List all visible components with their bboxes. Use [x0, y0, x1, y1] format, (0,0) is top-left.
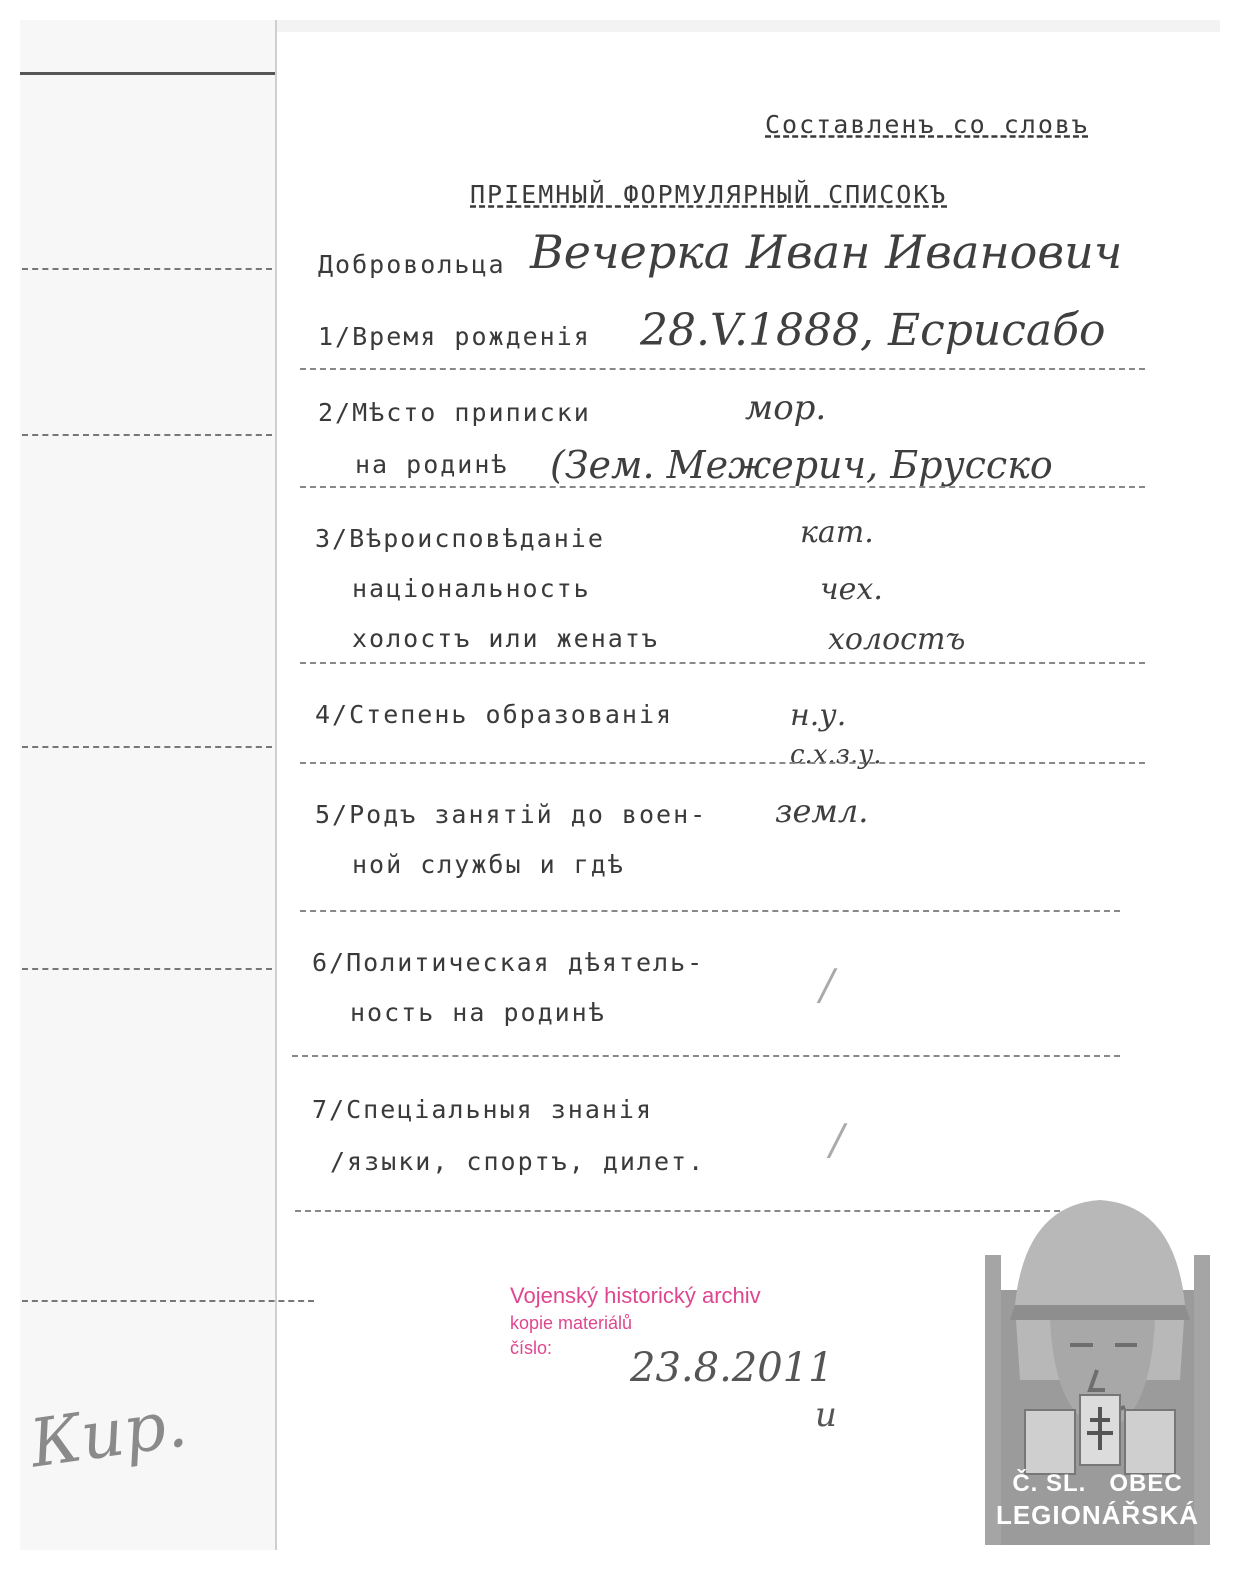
- field-7-value: /: [830, 1115, 845, 1164]
- field-7-label-2: /языки, спортъ, дилет.: [330, 1147, 706, 1176]
- emblem-line-1: Č. SL. OBEC: [1012, 1470, 1183, 1497]
- field-3-label-1: 3/Вѣроисповѣданіе: [315, 524, 605, 553]
- margin-signature: Кир.: [25, 1384, 192, 1483]
- field-3-value-1: кат.: [800, 515, 874, 550]
- volunteer-name: Вечерка Иван Иванович: [530, 225, 1123, 279]
- section-divider: [300, 762, 1145, 764]
- stamp-initial: u: [815, 1395, 837, 1435]
- left-dash-rule: [22, 434, 272, 436]
- stamp-line-2: kopie materiálů: [510, 1313, 633, 1333]
- field-5-value: земл.: [775, 792, 869, 830]
- section-divider: [300, 910, 1120, 912]
- section-divider: [292, 1055, 1120, 1057]
- field-6-label-1: 6/Политическая дѣятель-: [312, 948, 705, 977]
- field-5-label-2: ной службы и гдѣ: [352, 850, 625, 879]
- legion-emblem: [985, 1195, 1210, 1559]
- field-3-value-2: чех.: [820, 572, 883, 607]
- field-2-value-2: (Зем. Межерич, Брусско: [550, 443, 1053, 487]
- left-dash-rule: [22, 268, 272, 270]
- section-divider: [300, 662, 1145, 664]
- emblem-line-2: LEGIONÁŘSKÁ: [995, 1500, 1200, 1530]
- field-6-label-2: ность на родинѣ: [350, 998, 606, 1027]
- stamp-line-3: číslo:: [510, 1338, 553, 1358]
- volunteer-label: Добровольца: [318, 250, 506, 279]
- field-3-value-3: холостъ: [828, 622, 966, 657]
- form-title: ПРІЕМНЫЙ ФОРМУЛЯРНЫЙ СПИСОКЪ: [470, 180, 948, 209]
- emblem-text: [985, 1470, 1210, 1531]
- field-4-label: 4/Степень образованія: [315, 700, 674, 729]
- field-1-label: 1/Время рожденія: [318, 322, 591, 351]
- compiled-note: Составленъ со словъ: [765, 110, 1089, 139]
- section-divider: [300, 368, 1145, 370]
- field-3-label-3: холостъ или женатъ: [352, 624, 659, 653]
- field-4-value-2: с.х.з.у.: [790, 740, 882, 770]
- field-6-value: /: [820, 960, 835, 1009]
- section-divider: [300, 486, 1145, 488]
- field-1-value: 28.V.1888, Есрисабо: [640, 305, 1106, 356]
- left-dash-rule: [22, 968, 272, 970]
- left-top-rule: [20, 72, 275, 75]
- field-3-label-2: національность: [352, 574, 591, 603]
- field-4-value-1: н.у.: [790, 698, 847, 733]
- left-margin-strip: [20, 20, 277, 1550]
- left-dash-rule: [22, 746, 272, 748]
- field-2-label-1: 2/Мѣсто приписки: [318, 398, 591, 427]
- field-2-value-1: мор.: [745, 388, 827, 428]
- field-7-label-1: 7/Спеціальныя знанія: [312, 1095, 654, 1124]
- left-dash-rule: [22, 1300, 314, 1302]
- stamp-line-1: Vojenský historický archiv: [510, 1283, 761, 1308]
- field-5-label-1: 5/Родъ занятій до воен-: [315, 800, 708, 829]
- field-2-label-2: на родинѣ: [355, 450, 509, 479]
- sheet-top-edge: [275, 20, 1220, 32]
- stamp-date: 23.8.2011: [630, 1345, 834, 1391]
